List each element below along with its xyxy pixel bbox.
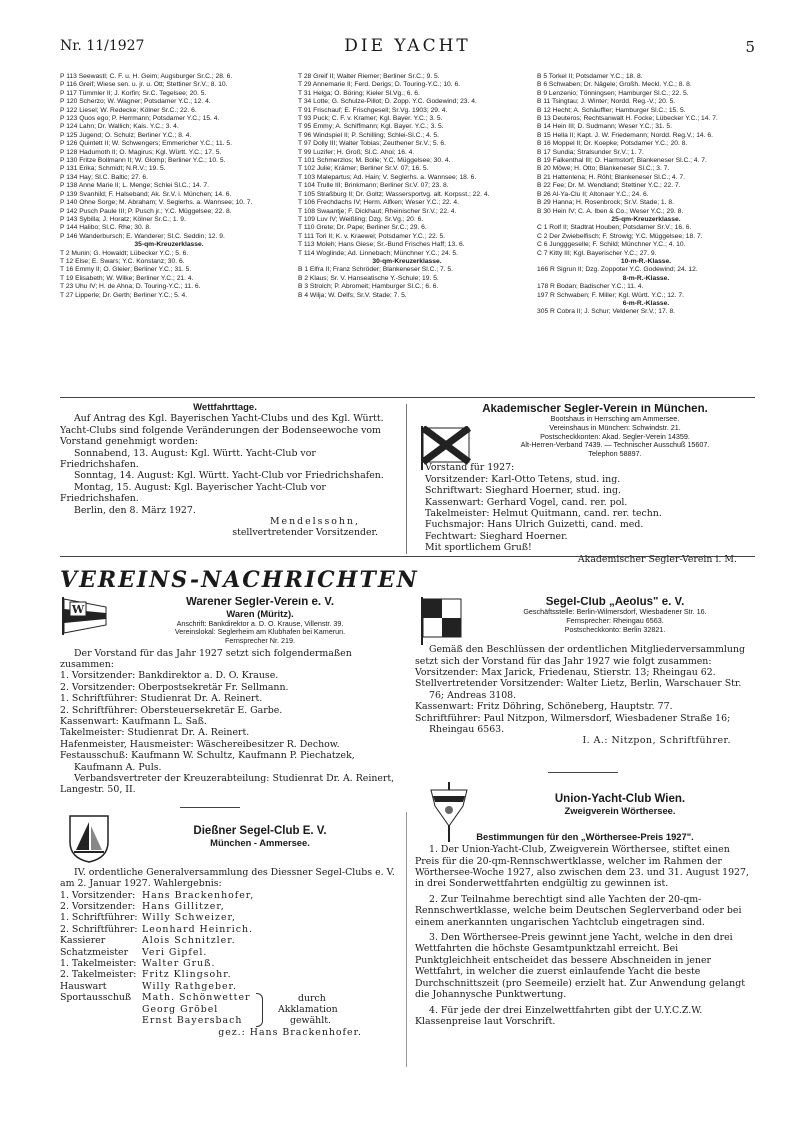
club-title: Segel-Club „Aeolus" e. V. (545, 597, 685, 608)
register-entry: C 6 Jungggeselle; F. Schild; Münchner Y.C.; 4. 10. (537, 241, 686, 249)
election-results (60, 890, 400, 1004)
register-entry: B 12 Hecht; A. Schäuffler; Hamburger Sl.C.; 15. 5. (537, 106, 686, 114)
info-line: Anschrift: Bankdirektor a. D. O. Krause, Villenstr. 39. (176, 618, 344, 628)
segel-club-aeolus (415, 597, 755, 777)
register-entry: B 6 Schwaben; Dr. Nägele; Großh. Meckl. Y.C.; 8. 8. (537, 81, 692, 89)
register-entry: T 114 Woglinde; Ad. Linnebach; Münchner Y.C.; 24. 5. (298, 249, 458, 257)
board-member-line: Hafenmeister, Hausmeister: Wäschereibesitzer R. Dechow. (60, 738, 340, 750)
register-entry: T 12 Else; E. Swars; Y.C. Konstanz; 30. 6. (60, 257, 185, 265)
signature-title: stellvertretender Vorsitzender. (232, 527, 378, 539)
union-yacht-club-wien (415, 782, 755, 1082)
register-entry: T 110 Grete; Dr. Pape; Berliner Sr.C.; 29. 6. (298, 224, 427, 232)
board-member-line: Fechtwart: Sieghard Hoerner. (425, 530, 568, 542)
register-entry: B 4 Wilja; W. Delfs; Sr.V. Stade; 7. 5. (298, 291, 407, 299)
register-entry: T 104 Trulle III; Brinkmann; Berliner Sr.V. 07; 23. 8. (298, 182, 449, 190)
board-member-line: Kassenwart: Gerhard Vogel, cand. rer. pol. (425, 496, 628, 508)
elected-person: Fritz Klingsohr. (142, 969, 232, 981)
register-entry: P 144 Halibo; Sl.C. Rhe; 30. 8. (60, 224, 151, 232)
register-entry: P 146 Wanderbursch; E. Wanderer; Sl.C. Seddin; 12. 9. (60, 232, 225, 240)
paragraph: Der Vorstand für das Jahr 1927 setzt sich folgendermaßen zusammen: (60, 647, 352, 670)
name: Georg Gröbel (142, 1003, 219, 1015)
register-entry: C 1 Rolf II; Stadtrat Houben; Potsdamer Sr.V.; 16. 6. (537, 224, 692, 232)
register-entry: P 120 Scherzo; W. Wagner; Potsdamer Y.C.; 12. 4. (60, 98, 211, 106)
elected-person: Veri Gipfel. (142, 946, 208, 958)
board-member-line: Fuchsmajor: Hans Ulrich Guizetti, cand. med. (425, 519, 644, 531)
club-burgee-icon (421, 597, 465, 648)
name: Ernst Bayersbach (142, 1014, 243, 1026)
column-divider (406, 404, 407, 554)
diessner-segel-club (60, 812, 400, 1077)
register-entry: P 117 Tümmler II; J. Korfin; Sr.C. Tegelsee; 20. 5. (60, 89, 207, 97)
register-entry: T 95 Emmy; A. Schiffmann; Kgl. Bayer. Y.C.; 3. 5. (298, 123, 444, 131)
register-entry: T 93 Puck; C. F. v. Kramer; Kgl. Bayer. Y.C.; 3. 5. (298, 115, 443, 123)
register-entry: T 27 Lipperle; Dr. Gerth; Berliner Y.C.; 5. 4. (60, 291, 188, 299)
short-divider (548, 772, 618, 773)
paragraph: 4. Für jede der drei Einzelwettfahrten gibt der U.Y.C.Z.W. Klassenpreise laut Vorschrift. (415, 1004, 703, 1027)
register-entry: P 125 Jugend; O. Schulz; Berliner Y.C.; 8. 4. (60, 131, 192, 139)
register-entry: B 21 Hattenlena; H. Röhl; Blankeneser Sl.C.; 4. 7. (537, 173, 685, 181)
election-row (60, 901, 400, 912)
office: 2. Takelmeister: (60, 969, 137, 981)
office: Schatzmeister (60, 946, 129, 958)
register-entry: T 109 Luv IV; Weißling; Dzg. Sr.Vg.; 20. 6. (298, 215, 424, 223)
register-entry: B 20 Möwe; H. Otto; Blankeneser Sl.C.; 3. 7. (537, 165, 670, 173)
register-entry: P 123 Quos ego; P. Herrmann; Potsdamer Y.C.; 15. 4. (60, 115, 220, 123)
register-entry: P 130 Fritze Bollmann II; W. Glomp; Berliner Y.C.; 10. 5. (60, 157, 226, 165)
paragraph: Sonntag, 14. August: Kgl. Württ. Yacht-Club vor Friedrichshafen. (74, 470, 384, 482)
register-entry: B 15 Hella II; Kapt. J. W. Friedemann; Nordd. Reg.V.; 14. 6. (537, 131, 713, 139)
burgee-letter: W (71, 603, 85, 616)
register-entry: T 2 Munin; G. Howaldt; Lübecker Y.C.; 5. 6. (60, 249, 189, 257)
signature: Akademischer Segler-Verein i. M. (577, 553, 737, 565)
board-member-line: Festausschuß: Kaufmann W. Schultz, Kaufmann P. Piechatzek, Kaufmann A. Puls. (60, 750, 355, 773)
paragraph: IV. ordentliche Generalversammlung des Diessner Segel-Clubs e. V. am 2. Januar 1927. Wahlergebnis: (60, 866, 395, 890)
info-line: Telephon 58897. (588, 448, 642, 458)
brace-note: gewählt. (290, 1014, 331, 1026)
election-row (60, 981, 400, 992)
register-entry: 197 R Schwaben; F. Miller; Kgl. Württ. Y.C.; 12. 7. (537, 291, 684, 299)
election-row (60, 958, 400, 969)
register-entry: T 16 Emmy II; O. Gleier; Berliner Y.C.; 31. 5. (60, 266, 192, 274)
info-line: Vereinshaus in München: Schwindstr. 21. (549, 423, 681, 432)
register-entry: P 128 Hadumoth II; O. Magirus; Kgl. Württ. Y.C.; 17. 5. (60, 148, 222, 156)
register-entry: B 2 Klaus; Sr. V. Hanseatische Y.-Schule; 19. 5. (298, 274, 439, 282)
board-member-line: 2. Schriftführer: Obersteuersekretär E. Garbe. (60, 704, 283, 716)
register-entry: T 31 Helga; O. Böring; Kieler Sl.Vg.; 6. 6. (298, 89, 420, 97)
issue-number: Nr. 11/1927 (60, 38, 145, 54)
register-entry: B 11 Tsingtau; J. Winter; Nordd. Reg.-V.; 20. 5. (537, 98, 676, 106)
office: Kassierer (60, 935, 106, 947)
date-line: Berlin, den 8. März 1927. (74, 504, 196, 516)
register-entry: T 105 Straßburg II; Dr. Goltz; Wassersportvg. alt. Korpsst.; 22. 4. (298, 190, 490, 198)
board-member-line: 2. Vorsitzender: Oberpostsekretär Fr. Sellmann. (60, 681, 289, 693)
register-entry: P 122 Liesel; W. Redecke; Kölner Sr.C.; 22. 6. (60, 106, 197, 114)
election-row (60, 890, 400, 901)
register-entry: P 143 Sybilla; J. Horatz; Kölner Sr.C.; 1. 9. (60, 215, 186, 223)
wettfahrttage-notice (60, 402, 390, 562)
class-heading: 8-m-R.-Klasse. (622, 274, 670, 282)
register-entry: P 113 Seewastl; C. F. u. H. Geim; Augsburger Sr.C.; 28. 6. (60, 73, 233, 80)
register-entry: T 102 Julie; Krämer; Berliner Sr.V. 07; 16. 5. (298, 165, 429, 173)
register-entry: B 19 Falkenthal III; O. Harmstorf; Blankeneser Sl.C.; 4. 7. (537, 157, 707, 165)
board-member-line: Mit sportlichem Gruß! (425, 542, 532, 554)
yacht-register-lists (60, 73, 755, 391)
office: 2. Vorsitzender: (60, 901, 136, 913)
elected-person: Hans Brackenhofer, (142, 889, 255, 901)
office: Hauswart (60, 980, 107, 992)
election-row (60, 992, 400, 1003)
board-member-line: Takelmeister: Helmut Quitmann, cand. rer. techn. (425, 508, 662, 519)
election-row (60, 969, 400, 980)
brace-note: Akklamation (278, 1003, 338, 1015)
board-member-line: Vorsitzender: Max Jarick, Friedenau, Stierstr. 13; Rheingau 62. (415, 667, 716, 678)
club-subtitle: Zweigverein Wörthersee. (564, 805, 676, 817)
info-line: Bootshaus in Herrsching am Ammersee. (550, 414, 680, 424)
club-burgee-icon (62, 597, 108, 638)
register-column-2 (298, 73, 516, 300)
board-member-line: 1. Vorsitzender: Bankdirektor a. D. O. Krause. (60, 670, 279, 682)
election-row (60, 912, 400, 923)
register-column-1 (60, 73, 278, 300)
register-entry: 166 R Sigrun II; Dzg. Zoppoter Y.C. Godewind; 24. 12. (537, 266, 698, 274)
paragraph: Montag, 15. August: Kgl. Bayerischer Yacht-Club vor Friedrichshafen. (60, 481, 326, 505)
elected-person: Willy Rathgeber. (142, 980, 237, 992)
register-entry: T 106 Frechdachs IV; Herm. Alfken; Weser Y.C.; 22. 4. (298, 199, 459, 207)
signature: I. A.: Nitzpon, Schriftführer. (582, 735, 731, 747)
paragraph: 3. Den Wörthersee-Preis gewinnt jene Yacht, welche in den drei Wettfahrten die höchste Gesamtpunktzahl erreicht. Bei Punktgleichheit entscheidet das bessere Abschneiden in jener Wettfahrt, in welcher die zuerst einlaufende Yacht die beste Durchschnittszeit (pro Seemeile) erzielt hat. Zur Anwendung gelangt die Johannysche Punktwertung. (415, 932, 745, 1001)
office: 1. Schriftführer: (60, 912, 138, 924)
register-entry: B 5 Torkel II; Potsdamer Y.C.; 18. 8. (537, 73, 643, 80)
register-entry: P 142 Pusch Paule III; P. Pusch jr.; Y.C. Müggelsee; 22. 8. (60, 207, 232, 215)
elected-person: Willy Schweizer, (142, 912, 236, 924)
board-member-line: Kassenwart: Kaufmann L. Saß. (60, 716, 207, 728)
register-entry: B 17 Sundia; Stralsunder Sr.V.; 1. 7. (537, 148, 644, 156)
register-entry: T 34 Lotte; G. Schulze-Pillot; D. Zopp. Y.C. Godewind; 23. 4. (298, 98, 477, 106)
paragraph: Gemäß den Beschlüssen der ordentlichen Mitgliederversammlung setzt sich der Vorstand für das Jahr 1927 wie folgt zusammen: (415, 644, 745, 667)
register-entry: P 134 Hay; Sl.C. Baltic; 27. 6. (60, 173, 148, 181)
info-line: Vereinslokal: Seglerheim am Klubhafen bei Kamerun. (174, 627, 346, 637)
signature: gez.: Hans Brackenhofer. (218, 1026, 362, 1038)
office: Sportausschuß (60, 992, 132, 1004)
office: 1. Takelmeister: (60, 958, 137, 970)
info-line: Fernsprecher: Rheingau 6563. (566, 616, 664, 625)
column-divider (406, 812, 407, 1067)
register-entry: T 28 Greif II; Walter Riemer; Berliner Sr.C.; 9. 5. (298, 73, 440, 80)
register-entry: C 2 Der Zwiebelfisch; F. Strowig; Y.C. Müggelsee; 18. 7. (537, 232, 703, 240)
register-entry: B 26 Al-Ya-Clu II; Altonaer Y.C.; 24. 6. (537, 190, 649, 198)
class-heading: 6-m-R.-Klasse. (622, 299, 670, 307)
board-member-line: Kassenwart: Fritz Döhring, Schöneberg, Hauptstr. 77. (415, 701, 673, 713)
register-entry: T 97 Dolly III; Walter Tobias; Zeuthener Sr.V.; 5. 6. (298, 140, 446, 148)
paragraph: Auf Antrag des Kgl. Bayerischen Yacht-Clubs und des Kgl. Württ. Yacht-Clubs sind folgende Veränderungen der Bodenseewoche vom Vorstand genehmigt worden: (60, 413, 384, 448)
register-entry: B 14 Hein III; D. Sudmann; Weser Y.C.; 31. 5. (537, 123, 672, 131)
register-entry: P 126 Quintett II; W. Schwengers; Emmericher Y.C.; 11. 5. (60, 140, 232, 148)
divider (60, 397, 755, 398)
class-heading: 35-qm-Kreuzerklasse. (134, 241, 204, 249)
club-location: Waren (Müritz). (226, 608, 294, 620)
register-entry: T 113 Moleh; Hans Giese; Sr.-Bund Frisches Haff; 13. 6. (298, 241, 465, 249)
register-entry: T 111 Tori II; K. v. Kraewel; Potsdamer Y.C.; 22. 5. (298, 232, 446, 240)
office: 2. Schriftführer: (60, 923, 138, 935)
register-entry: T 29 Annemarie II; Ferd. Derigs; D. Touring-Y.C.; 10. 6. (298, 81, 461, 89)
register-entry: B 16 Moppel II; Dr. Koepke; Potsdamer Y.C.; 20. 8. (537, 140, 688, 148)
register-entry: T 91 Frischauf; E. Frischgesell; Sr.Vg. 1903; 29. 4. (298, 106, 448, 114)
regulations-heading: Bestimmungen für den „Wörthersee-Preis 1927". (476, 830, 694, 842)
board-member-line: Schriftwart: Sieghard Hoerner, stud. ing. (425, 485, 621, 497)
akademischer-segler-verein (415, 404, 755, 579)
info-line: Alt-Herren-Verband 7439. — Technischer Ausschuß 15607. (520, 440, 710, 450)
register-entry: T 101 Schmerzlos; M. Bolle; Y.C. Müggelsee; 30. 4. (298, 157, 451, 165)
board-list (415, 667, 755, 735)
elected-person: Alois Schnitzler. (142, 935, 236, 947)
paragraph: Verbandsvertreter der Kreuzerabteilung: Studienrat Dr. A. Reinert, Langestr. 50, II. (60, 773, 395, 796)
register-entry: T 96 Windspiel II; P. Schilling; Schlei-Sl.C.; 4. 5. (298, 131, 439, 139)
register-entry: T 108 Swaantje; F. Dickhaut; Rheinischer Sr.V.; 22. 4. (298, 207, 457, 215)
register-entry: 305 R Cobra II; J. Schur; Veldener Sr.V.; 17. 8. (537, 308, 676, 316)
club-title: Union-Yacht-Club Wien. (554, 793, 686, 805)
register-entry: 178 R Bodan; Badischer Y.C.; 11. 4. (537, 283, 644, 291)
board-member-line: 1. Schriftführer: Studienrat Dr. A. Reinert. (60, 693, 263, 705)
brace (256, 993, 263, 1027)
page-number: 5 (745, 38, 755, 56)
paragraph: Sonnabend, 13. August: Kgl. Württ. Yacht-Club vor Friedrichshafen. (60, 447, 316, 471)
register-entry: T 99 Luzifer; H. Groß; Sl.C. Ahoi; 16. 4. (298, 148, 415, 156)
paragraph: 2. Zur Teilnahme berechtigt sind alle Yachten der 20-qm-Rennschwertklasse, welche beim Deutschen Seglerverband oder bei einem anerkannten ungarischen Yachtclub eingetragen sind. (415, 893, 742, 928)
elected-person: Math. Schönwetter (142, 992, 251, 1004)
club-burgee-icon (427, 782, 471, 845)
club-burgee-icon (421, 426, 471, 473)
paragraph: 1. Der Union-Yacht-Club, Zweigverein Wörthersee, stiftet einen Preis für die 20-qm-Rennschwertklasse, welcher im Rahmen der Wörthersee-Woche 1927, also zwischen dem 23. und 31. August 1927, in drei Sonderwettfahrten endgültig zu gewinnen ist. (415, 844, 749, 890)
election-row (60, 924, 400, 935)
club-location: München - Ammersee. (210, 837, 310, 849)
register-entry: P 131 Erika; Schmidt; N.R.V.; 19. 5. (60, 165, 166, 173)
elected-person: Leonhard Heinrich. (142, 923, 254, 935)
register-entry: B 3 Strolch; P. Abromeit; Hamburger Sl.C.; 6. 6. (298, 283, 439, 291)
class-heading: 30-qm-Kreuzerklasse. (372, 257, 442, 265)
warener-segler-verein (60, 597, 400, 802)
register-entry: P 116 Greif; Wiese sen. u. jr. u. Ott; Stettiner Sr.V.; 8. 10. (60, 81, 228, 89)
board-list (415, 462, 755, 553)
register-entry: P 124 Lahn; Dr. Wallich; Kais. Y.C.; 3. 4. (60, 123, 179, 131)
brace-note: durch (298, 992, 326, 1004)
board-member-line: Vorsitzender: Karl-Otto Tetens, stud. ing. (425, 473, 621, 485)
class-heading: 10-m-R.-Klasse. (620, 257, 672, 265)
register-column-3 (537, 73, 755, 317)
register-entry: B 22 Fee; Dr. M. Wendland; Stettiner Y.C.; 22. 7. (537, 182, 681, 190)
short-divider (180, 807, 240, 808)
board-member-line: Stellvertretender Vorsitzender: Walter Lietz, Berlin, Warschauer Str. 76; Andreas 3108. (415, 678, 742, 701)
info-line: Postscheckkonten: Akad. Segler-Verein 14359. (540, 431, 690, 441)
register-entry: B 9 Lenzenio; Tönningsen; Hamburger Sl.C.; 22. 5. (537, 89, 689, 97)
register-entry: C 7 Kitty III; Kgl. Bayerischer Y.C.; 27. 9. (537, 249, 657, 257)
register-entry: T 103 Malepartus; Ad. Hain; V. Seglerhs. a. Wannsee; 18. 6. (298, 173, 477, 181)
register-entry: B 1 Elfra II; Franz Schröder; Blankeneser Sl.C.; 7. 5. (298, 266, 453, 274)
club-emblem-icon (66, 812, 112, 867)
signature-name: Mendelssohn, (269, 516, 360, 528)
register-entry: P 138 Anne Marie II; L. Menge; Schlei Sl.C.; 14. 7. (60, 182, 209, 190)
class-heading: 25-qm-Kreuzerklasse. (611, 215, 681, 223)
magazine-title: DIE YACHT (344, 36, 471, 56)
info-line: Fernsprecher Nr. 219. (225, 636, 295, 645)
election-row (60, 935, 400, 946)
register-entry: B 13 Deuteros; Rechtsanwalt H. Focke; Lübecker Y.C.; 14. 7. (537, 115, 718, 123)
divider (60, 556, 755, 557)
board-member-line: Schriftführer: Paul Nitzpon, Wilmersdorf, Wiesbadener Straße 16; Rheingau 6563. (415, 712, 731, 736)
register-entry: B 29 Hanna; H. Rosenbrock; Sr.V. Stade; 1. 8. (537, 199, 674, 207)
board-list (60, 670, 400, 773)
register-entry: T 19 Elisabeth; W. Wilke; Berliner Y.C.; 21. 4. (60, 274, 194, 282)
office: 1. Vorsitzender: (60, 889, 136, 901)
elected-person: Walter Gruß. (142, 958, 216, 970)
board-member-line: Vorstand für 1927: (425, 462, 515, 474)
register-entry: P 140 Ohne Sorge; M. Abraham; V. Seglerhs. a. Wannsee; 10. 7. (60, 199, 253, 207)
register-entry: B 30 Hein IV; C. A. Iben & Co.; Weser Y.C.; 29. 8. (537, 207, 684, 215)
club-title: Akademischer Segler-Verein in München. (482, 404, 708, 415)
club-title: Warener Segler-Verein e. V. (185, 597, 335, 608)
club-title: Dießner Segel-Club E. V. (193, 825, 327, 837)
register-entry: P 139 Svanhild; F. Halseband; Ak. Sr.V. i. München; 14. 6. (60, 190, 232, 198)
info-line: Geschäftsstelle: Berlin-Wilmersdorf, Wiesbadener Str. 16. (523, 607, 707, 617)
info-line: Postscheckkonto: Berlin 32821. (564, 624, 666, 634)
elected-person: Hans Gillitzer, (142, 901, 225, 913)
section-heading-vereins-nachrichten: VEREINS-NACHRICHTEN (60, 567, 419, 593)
running-header (60, 34, 755, 56)
register-entry: T 23 Uhu IV; H. de Ahna; D. Touring-Y.C.; 11. 6. (60, 283, 201, 291)
section-title: Wettfahrttage. (193, 402, 257, 413)
election-row (60, 947, 400, 958)
board-member-line: Takelmeister: Studienrat Dr. A. Reinert. (60, 727, 250, 739)
